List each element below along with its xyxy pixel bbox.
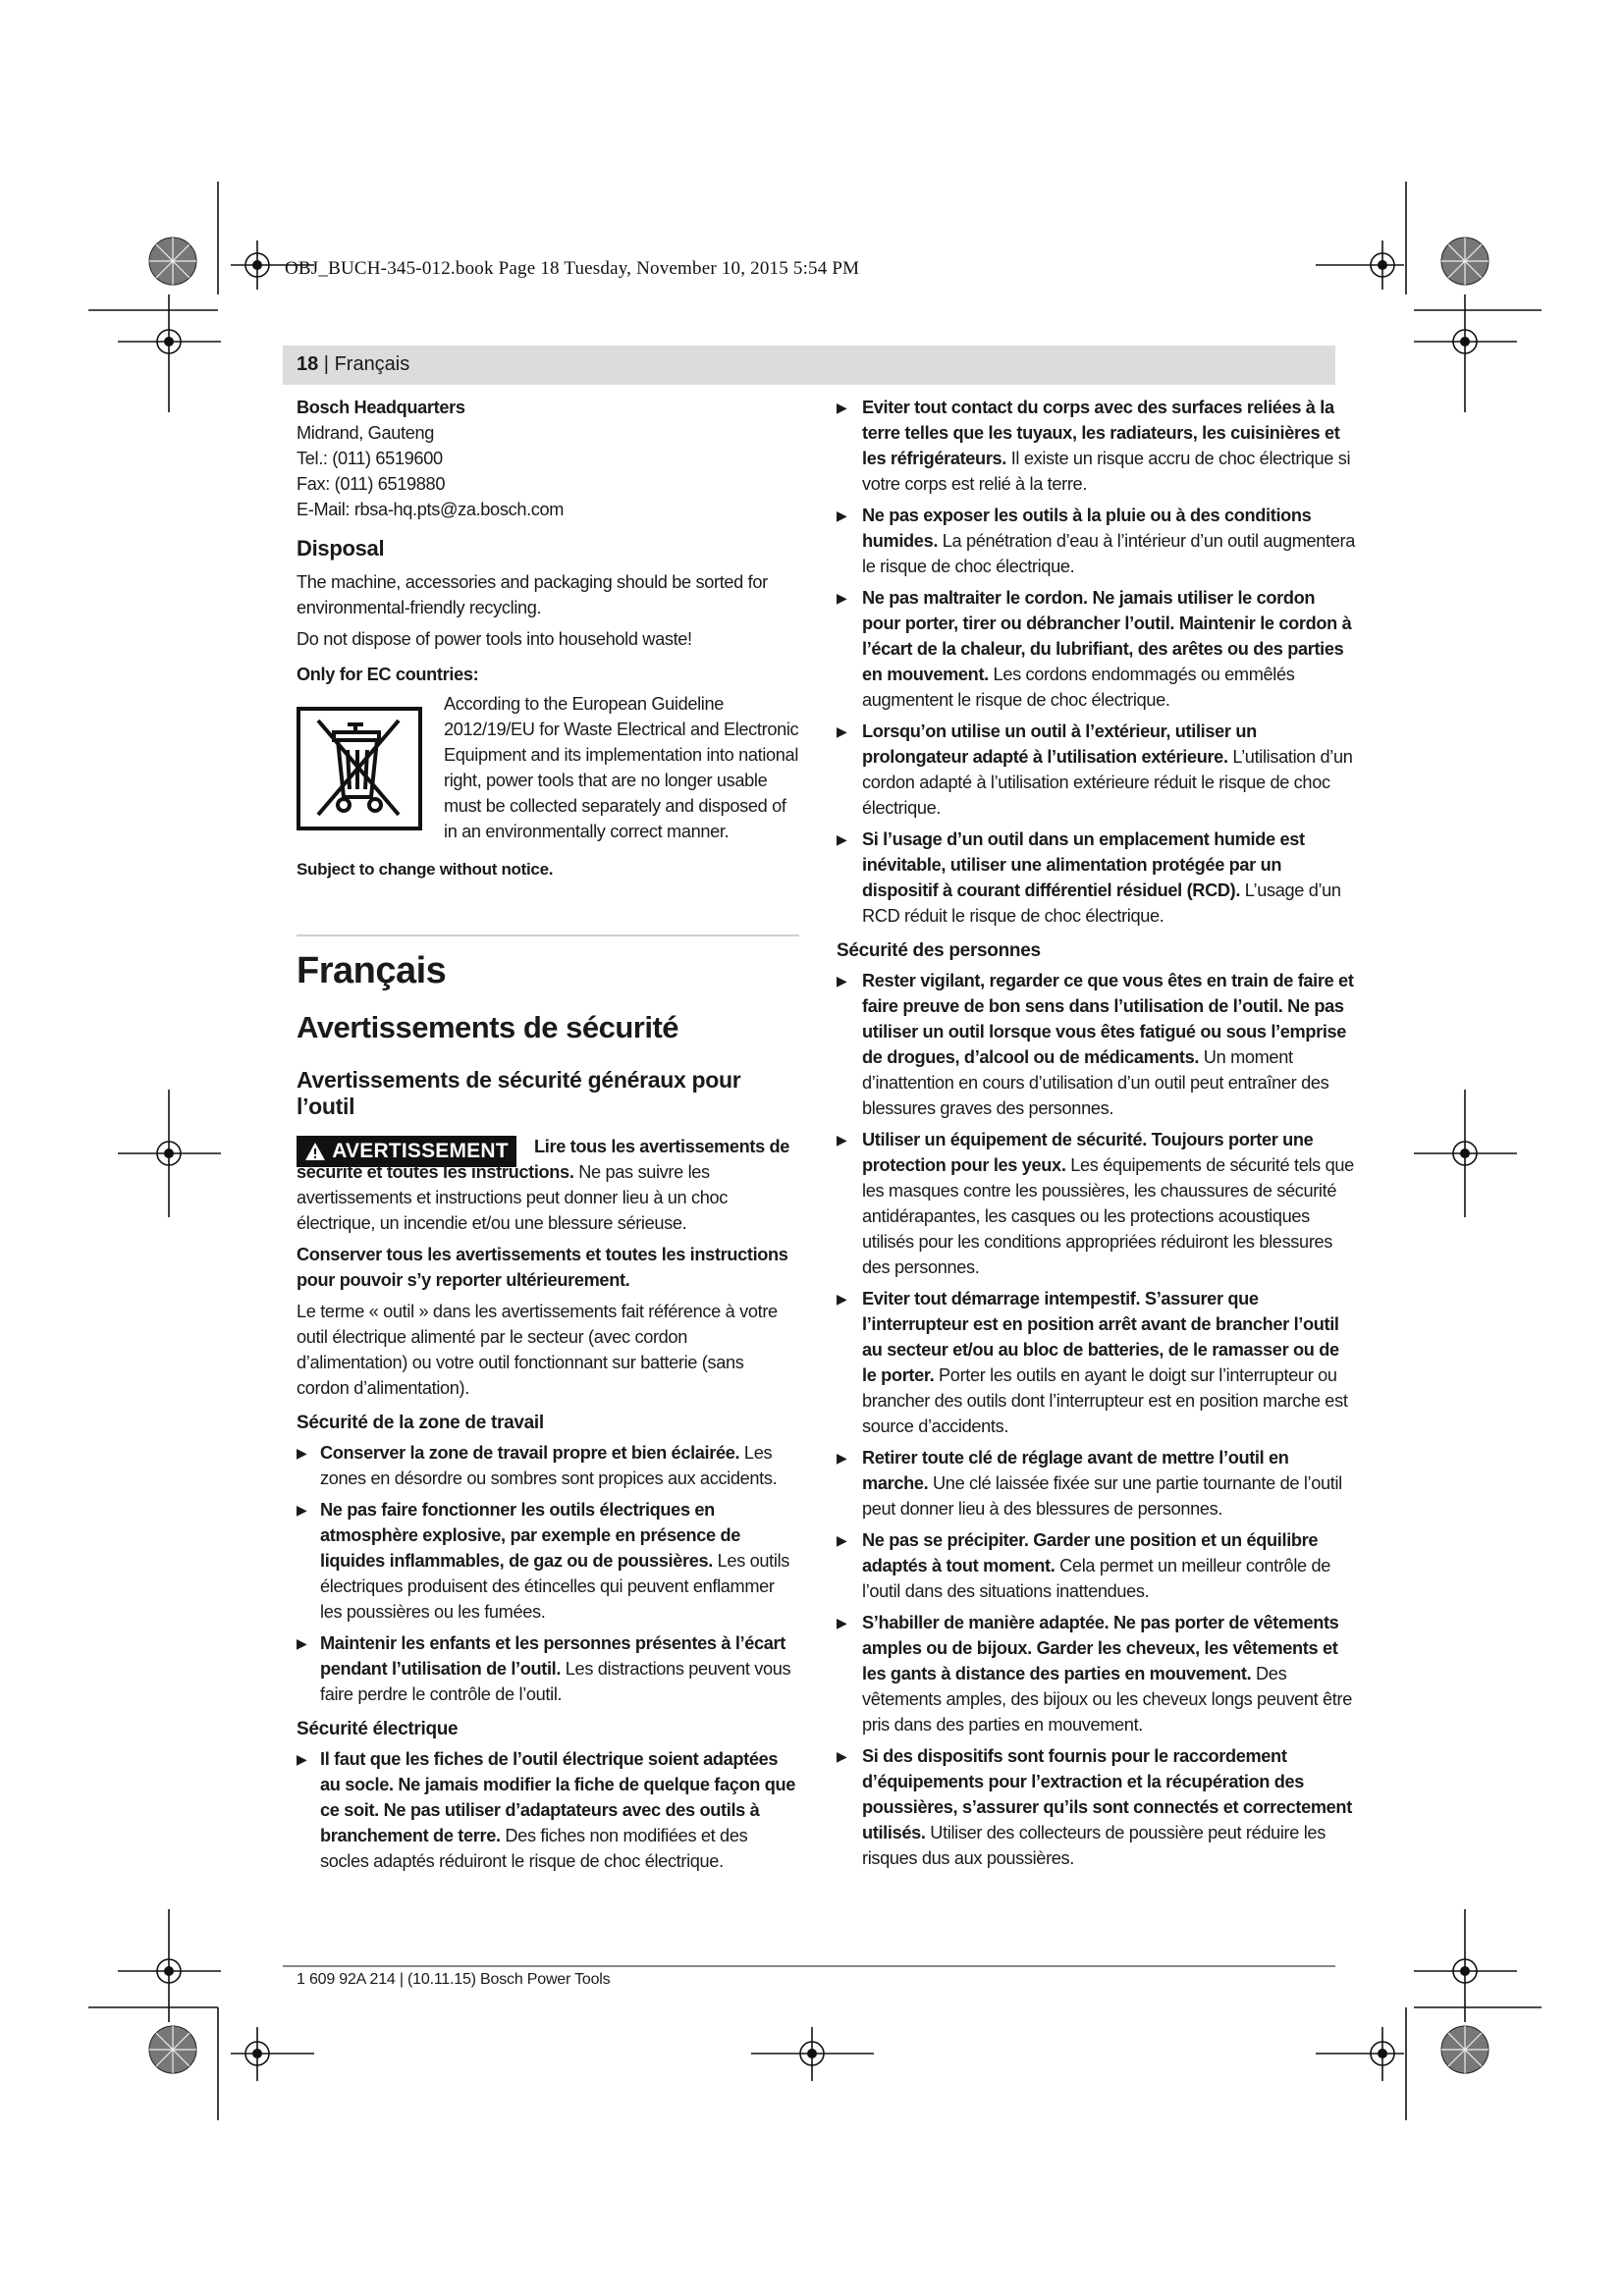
section-divider: [297, 934, 799, 936]
item-text: Il existe un risque accru de choc électrique si votre corps est relié à la terre.: [862, 449, 1351, 494]
list-item: [297, 1497, 799, 1625]
item-bold: Ne pas exposer les outils à la pluie ou à des conditions humides.: [862, 506, 1312, 551]
warning-triangle-icon: [304, 1142, 326, 1161]
item-bold: S’habiller de manière adaptée. Ne pas porter de vêtements amples ou de bijoux. Garder les cheveux, les vêtements et les gants à distance des parties en mouvement.: [862, 1613, 1339, 1683]
section-title: Avertissements de sécurité: [297, 1010, 679, 1044]
item-text: L’usage d’un RCD réduit le risque de choc électrique.: [862, 881, 1341, 926]
item-text: Utiliser des collecteurs de poussière peut réduire les risques dus aux poussières.: [862, 1823, 1326, 1868]
item-bold: Rester vigilant, regarder ce que vous êtes en train de faire et faire preuve de bon sens dans l’utilisation de l’outil. Ne pas utiliser un outil lorsque vous êtes fatigué ou sous l’emprise de drogues, d’alcool ou de médicaments.: [862, 971, 1354, 1067]
item-text: Cela permet un meilleur contrôle de l’outil dans des situations inattendues.: [862, 1556, 1331, 1601]
page-header: [297, 353, 409, 376]
list-item: [837, 503, 1357, 579]
list-item: [837, 1127, 1357, 1280]
item-text: Les distractions peuvent vous faire perdre le contrôle de l’outil.: [320, 1659, 791, 1704]
ec-heading: Only for EC countries:: [297, 665, 479, 684]
page-header-bar: [283, 346, 1335, 385]
item-text: Un moment d’inattention en cours d’utilisation d’un outil peut entraîner des blessures graves des personnes.: [862, 1047, 1329, 1118]
contact-line: Midrand, Gauteng: [297, 423, 434, 443]
item-bold: Ne pas maltraiter le cordon. Ne jamais utiliser le cordon pour porter, tirer ou débrancher l’outil. Maintenir le cordon à l’écart de la chaleur, du lubrifiant, des arêtes ou des parties en mouvement.: [862, 588, 1352, 684]
item-bold: Lorsqu’on utilise un outil à l’extérieur, utiliser un prolongateur adapté à l’utilisation extérieure.: [862, 721, 1257, 767]
item-text: L’utilisation d’un cordon adapté à l’utilisation extérieure réduit le risque de choc électrique.: [862, 747, 1353, 818]
contact-line: Tel.: (011) 6519600: [297, 449, 443, 468]
list-item: [837, 1286, 1357, 1439]
right-column: [837, 395, 1357, 1871]
weee-block: [297, 691, 799, 844]
arrow-bullet-icon: ▶: [837, 590, 847, 606]
list-item: [297, 1746, 799, 1874]
contact-title: Bosch Headquarters: [297, 398, 465, 417]
list-item: [297, 1440, 799, 1491]
term-definition: Le terme « outil » dans les avertissements fait référence à votre outil électrique alimenté par le secteur (avec cordon d’alimentation) ou votre outil fonctionnant sur batterie (sans cordon d’alimentation).: [297, 1302, 778, 1398]
item-bold: Il faut que les fiches de l’outil électrique soient adaptées au socle. Ne jamais modifier la fiche de quelque façon que ce soit. Ne pas utiliser d’adaptateurs avec des outils à branchement de terre.: [320, 1749, 796, 1845]
item-bold: Utiliser un équipement de sécurité. Toujours porter une protection pour les yeux.: [862, 1130, 1314, 1175]
list-item: [837, 585, 1357, 713]
list-item: [837, 1527, 1357, 1604]
ec-text: According to the European Guideline 2012/19/EU for Waste Electrical and Electronic Equipment and its implementation into national right, power tools that are no longer usable must be collected separately and disposed of in an environmentally correct manner.: [444, 694, 799, 841]
item-text: Des vêtements amples, des bijoux ou les cheveux longs peuvent être pris dans des parties en mouvement.: [862, 1664, 1352, 1735]
item-bold: Si des dispositifs sont fournis pour le raccordement d’équipements pour l’extraction et la récupération des poussières, s’assurer qu’ils sont connectés et correctement utilisés.: [862, 1746, 1352, 1842]
warning-bold: Lire tous les avertissements de sécurité et toutes les instructions.: [297, 1137, 790, 1182]
keep-instructions: Conserver tous les avertissements et toutes les instructions pour pouvoir s’y reporter ultérieurement.: [297, 1245, 788, 1290]
arrow-bullet-icon: ▶: [837, 400, 847, 415]
arrow-bullet-icon: ▶: [837, 1291, 847, 1307]
subject-to-change: Subject to change without notice.: [297, 860, 554, 879]
item-bold: Ne pas se précipiter. Garder une position et un équilibre adaptés à tout moment.: [862, 1530, 1319, 1575]
arrow-bullet-icon: ▶: [837, 1132, 847, 1148]
arrow-bullet-icon: ▶: [837, 1748, 847, 1764]
arrow-bullet-icon: ▶: [297, 1502, 307, 1518]
item-bold: Eviter tout démarrage intempestif. S’assurer que l’interrupteur est en position arrêt avant de brancher l’outil au secteur et/ou au bloc de batteries, de le ramasser ou de le porter.: [862, 1289, 1339, 1385]
item-text: Les zones en désordre ou sombres sont propices aux accidents.: [320, 1443, 778, 1488]
arrow-bullet-icon: ▶: [837, 1532, 847, 1548]
item-text: Une clé laissée fixée sur une partie tournante de l’outil peut donner lieu à des blessures de personnes.: [862, 1473, 1342, 1519]
footer-divider: [283, 1965, 1335, 1967]
arrow-bullet-icon: ▶: [837, 507, 847, 523]
item-bold: Ne pas faire fonctionner les outils électriques en atmosphère explosive, par exemple en présence de liquides inflammables, de gaz ou de poussières.: [320, 1500, 740, 1571]
arrow-bullet-icon: ▶: [297, 1751, 307, 1767]
list-item: [837, 395, 1357, 497]
item-text: Les cordons endommagés ou emmêlés augmentent le risque de choc électrique.: [862, 665, 1295, 710]
item-bold: Si l’usage d’un outil dans un emplacement humide est inévitable, utiliser une alimentation protégée par un dispositif à courant différentiel résiduel (RCD).: [862, 829, 1305, 900]
list-item: [837, 827, 1357, 929]
disposal-heading: Disposal: [297, 536, 385, 561]
arrow-bullet-icon: ▶: [837, 831, 847, 847]
weee-bin-icon: [297, 707, 422, 830]
arrow-bullet-icon: ▶: [837, 973, 847, 988]
general-warnings-title: Avertissements de sécurité généraux pour l’outil: [297, 1067, 741, 1119]
contact-line: Fax: (011) 6519880: [297, 474, 446, 494]
personal-safety-heading: Sécurité des personnes: [837, 940, 1041, 961]
item-bold: Retirer toute clé de réglage avant de mettre l’outil en marche.: [862, 1448, 1289, 1493]
disposal-paragraph: The machine, accessories and packaging should be sorted for environmental-friendly recycling.: [297, 572, 768, 617]
arrow-bullet-icon: ▶: [837, 723, 847, 739]
page-number: 18: [297, 353, 319, 375]
item-bold: Eviter tout contact du corps avec des surfaces reliées à la terre telles que les tuyaux, les radiateurs, les cuisinières et les réfrigérateurs.: [862, 398, 1340, 468]
list-item: [837, 1610, 1357, 1737]
item-text: Des fiches non modifiées et des socles adaptés réduiront le risque de choc électrique.: [320, 1826, 748, 1871]
list-item: [837, 968, 1357, 1121]
header-language: Français: [334, 353, 410, 375]
arrow-bullet-icon: ▶: [837, 1450, 847, 1466]
item-text: La pénétration d’eau à l’intérieur d’un outil augmentera le risque de choc électrique.: [862, 531, 1355, 576]
warning-label: AVERTISSEMENT: [332, 1140, 509, 1162]
contact-line: E-Mail: rbsa-hq.pts@za.bosch.com: [297, 500, 565, 519]
left-column: [297, 395, 799, 1874]
list-item: [837, 1445, 1357, 1522]
item-bold: Conserver la zone de travail propre et bien éclairée.: [320, 1443, 740, 1463]
item-bold: Maintenir les enfants et les personnes présentes à l’écart pendant l’utilisation de l’outil.: [320, 1633, 785, 1679]
header-separator: |: [318, 353, 335, 375]
arrow-bullet-icon: ▶: [297, 1445, 307, 1461]
page-footer: 1 609 92A 214 | (10.11.15) Bosch Power Tools: [297, 1971, 611, 1988]
disposal-paragraph: Do not dispose of power tools into household waste!: [297, 629, 692, 649]
print-info: OBJ_BUCH-345-012.book Page 18 Tuesday, November 10, 2015 5:54 PM: [285, 258, 860, 279]
item-text: Les outils électriques produisent des étincelles qui peuvent enflammer les poussières ou les fumées.: [320, 1551, 790, 1622]
item-text: Les équipements de sécurité tels que les masques contre les poussières, les chaussures de sécurité antidérapantes, les casques ou les protections acoustiques utilisés pour les conditions appropriées réduiront les blessures des personnes.: [862, 1155, 1354, 1277]
electrical-heading: Sécurité électrique: [297, 1719, 459, 1739]
list-item: [837, 719, 1357, 821]
arrow-bullet-icon: ▶: [297, 1635, 307, 1651]
list-item: [837, 1743, 1357, 1871]
item-text: Porter les outils en ayant le doigt sur l’interrupteur ou brancher des outils dont l’interrupteur est en position marche est source d’accidents.: [862, 1365, 1348, 1436]
language-title: Français: [297, 950, 447, 991]
arrow-bullet-icon: ▶: [837, 1615, 847, 1630]
warning-text: Ne pas suivre les avertissements et instructions peut donner lieu à un choc électrique, un incendie et/ou une blessure sérieuse.: [297, 1162, 729, 1233]
list-item: [297, 1630, 799, 1707]
work-area-heading: Sécurité de la zone de travail: [297, 1413, 544, 1433]
